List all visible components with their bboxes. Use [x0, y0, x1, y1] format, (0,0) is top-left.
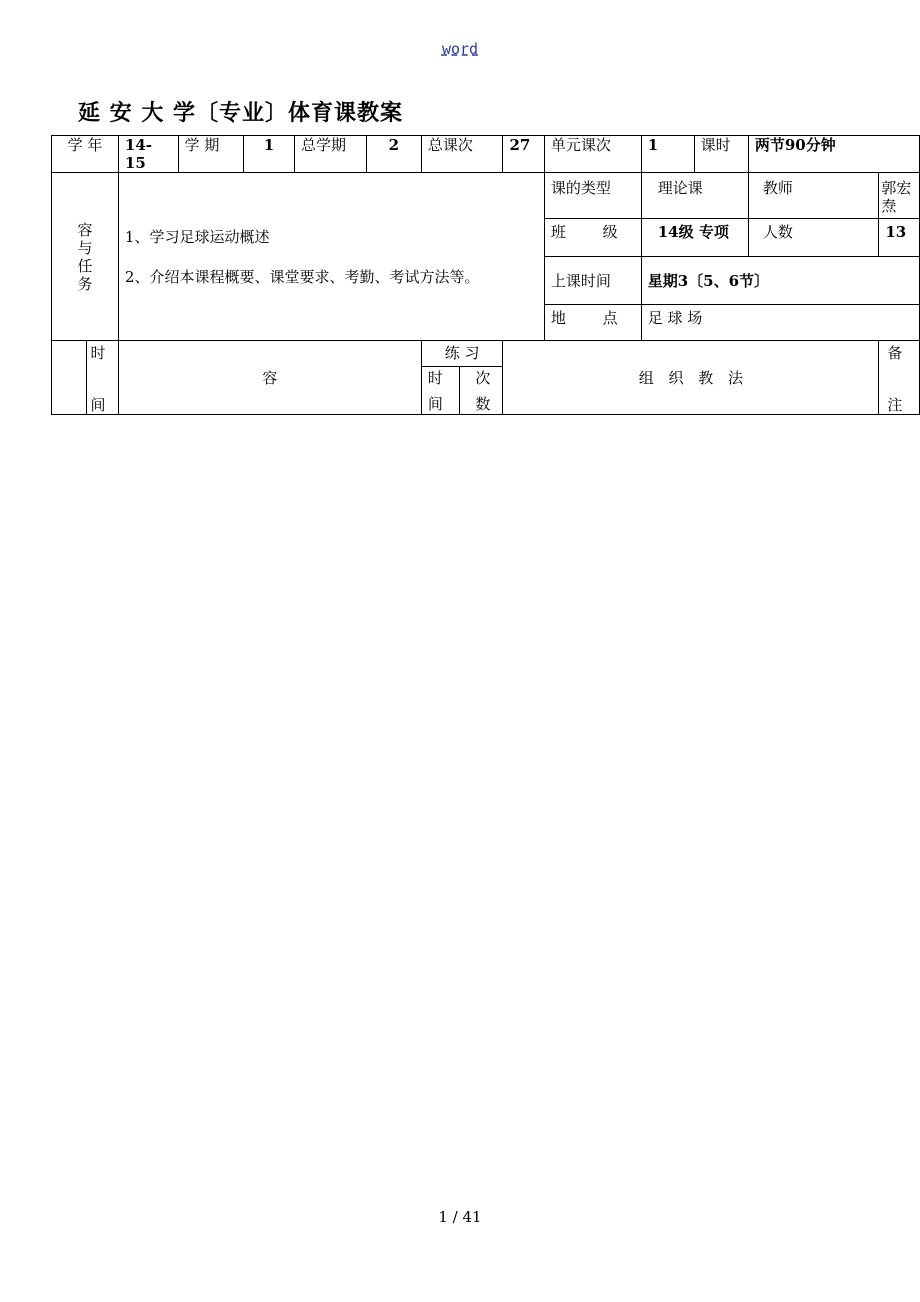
practice-count-bottom: 数: [475, 395, 491, 413]
schedule-header-row-1: [52, 341, 920, 367]
task-content-cell: [118, 173, 544, 341]
page-number: 1 / 41: [438, 1208, 482, 1226]
total-lessons-value: 27: [503, 136, 544, 173]
year-value: 14-15: [118, 136, 178, 173]
lesson-type-label: 课的类型: [544, 173, 641, 219]
hours-label: 课时: [694, 136, 748, 173]
header-word-link[interactable]: word: [441, 40, 479, 58]
hours-value: 两节90分钟: [748, 136, 919, 173]
practice-time-bottom: 间: [427, 395, 443, 413]
task-side-char: 与: [77, 238, 93, 257]
class-label-text: 班 级: [550, 223, 618, 241]
task-row-1: [52, 173, 920, 219]
lesson-type-value: 理论课: [641, 173, 748, 219]
class-value: 14级 专项: [641, 219, 748, 257]
remark-header-top: 备: [887, 344, 903, 362]
unit-lesson-value: 1: [641, 136, 694, 173]
practice-count-top: 次: [475, 369, 491, 387]
remark-header-bottom: 注: [887, 396, 903, 414]
class-label: [544, 219, 641, 257]
place-label-text: 地 点: [550, 309, 618, 327]
place-label: [544, 305, 641, 341]
total-terms-label: 总学期: [295, 136, 367, 173]
info-row: [52, 136, 920, 173]
time-header-bottom: 间: [90, 396, 106, 414]
task-item-1: 1、学习足球运动概述: [124, 227, 270, 246]
count-value: 13: [879, 219, 920, 257]
time-value: 星期3〔5、6节〕: [641, 257, 919, 305]
term-label: 学 期: [178, 136, 243, 173]
practice-header: 练 习: [421, 341, 503, 367]
year-label: 学 年: [52, 136, 119, 173]
place-value: 足 球 场: [641, 305, 919, 341]
practice-time-top: 时: [427, 369, 443, 387]
time-label: 上课时间: [544, 257, 641, 305]
teacher-label: [748, 173, 878, 219]
time-header-top: 时: [90, 344, 106, 362]
blank-index-cell: [52, 341, 87, 415]
content-header: 容: [118, 341, 421, 415]
remark-header: [879, 341, 920, 415]
term-value: 1: [243, 136, 294, 173]
total-terms-value: 2: [366, 136, 421, 173]
teacher-value: 郭宏焘: [879, 173, 920, 219]
method-header: 组 织 教 法: [503, 341, 879, 415]
lesson-plan-table: [51, 135, 920, 415]
time-header: [86, 341, 118, 415]
practice-count-header: [460, 367, 503, 415]
task-side-char: 务: [77, 274, 93, 293]
task-item-2: 2、介绍本课程概要、课堂要求、考勤、考试方法等。: [124, 267, 480, 286]
task-side-char: 任: [77, 256, 93, 275]
practice-time-header: [421, 367, 459, 415]
task-side-label: [52, 173, 119, 341]
document-title: 延 安 大 学〔专业〕体育课教案: [78, 100, 403, 126]
unit-lesson-label: 单元课次: [544, 136, 641, 173]
total-lessons-label: 总课次: [421, 136, 503, 173]
teacher-label-text: 教师: [762, 179, 793, 197]
count-label: 人数: [748, 219, 878, 257]
task-side-char: 容: [77, 220, 93, 239]
